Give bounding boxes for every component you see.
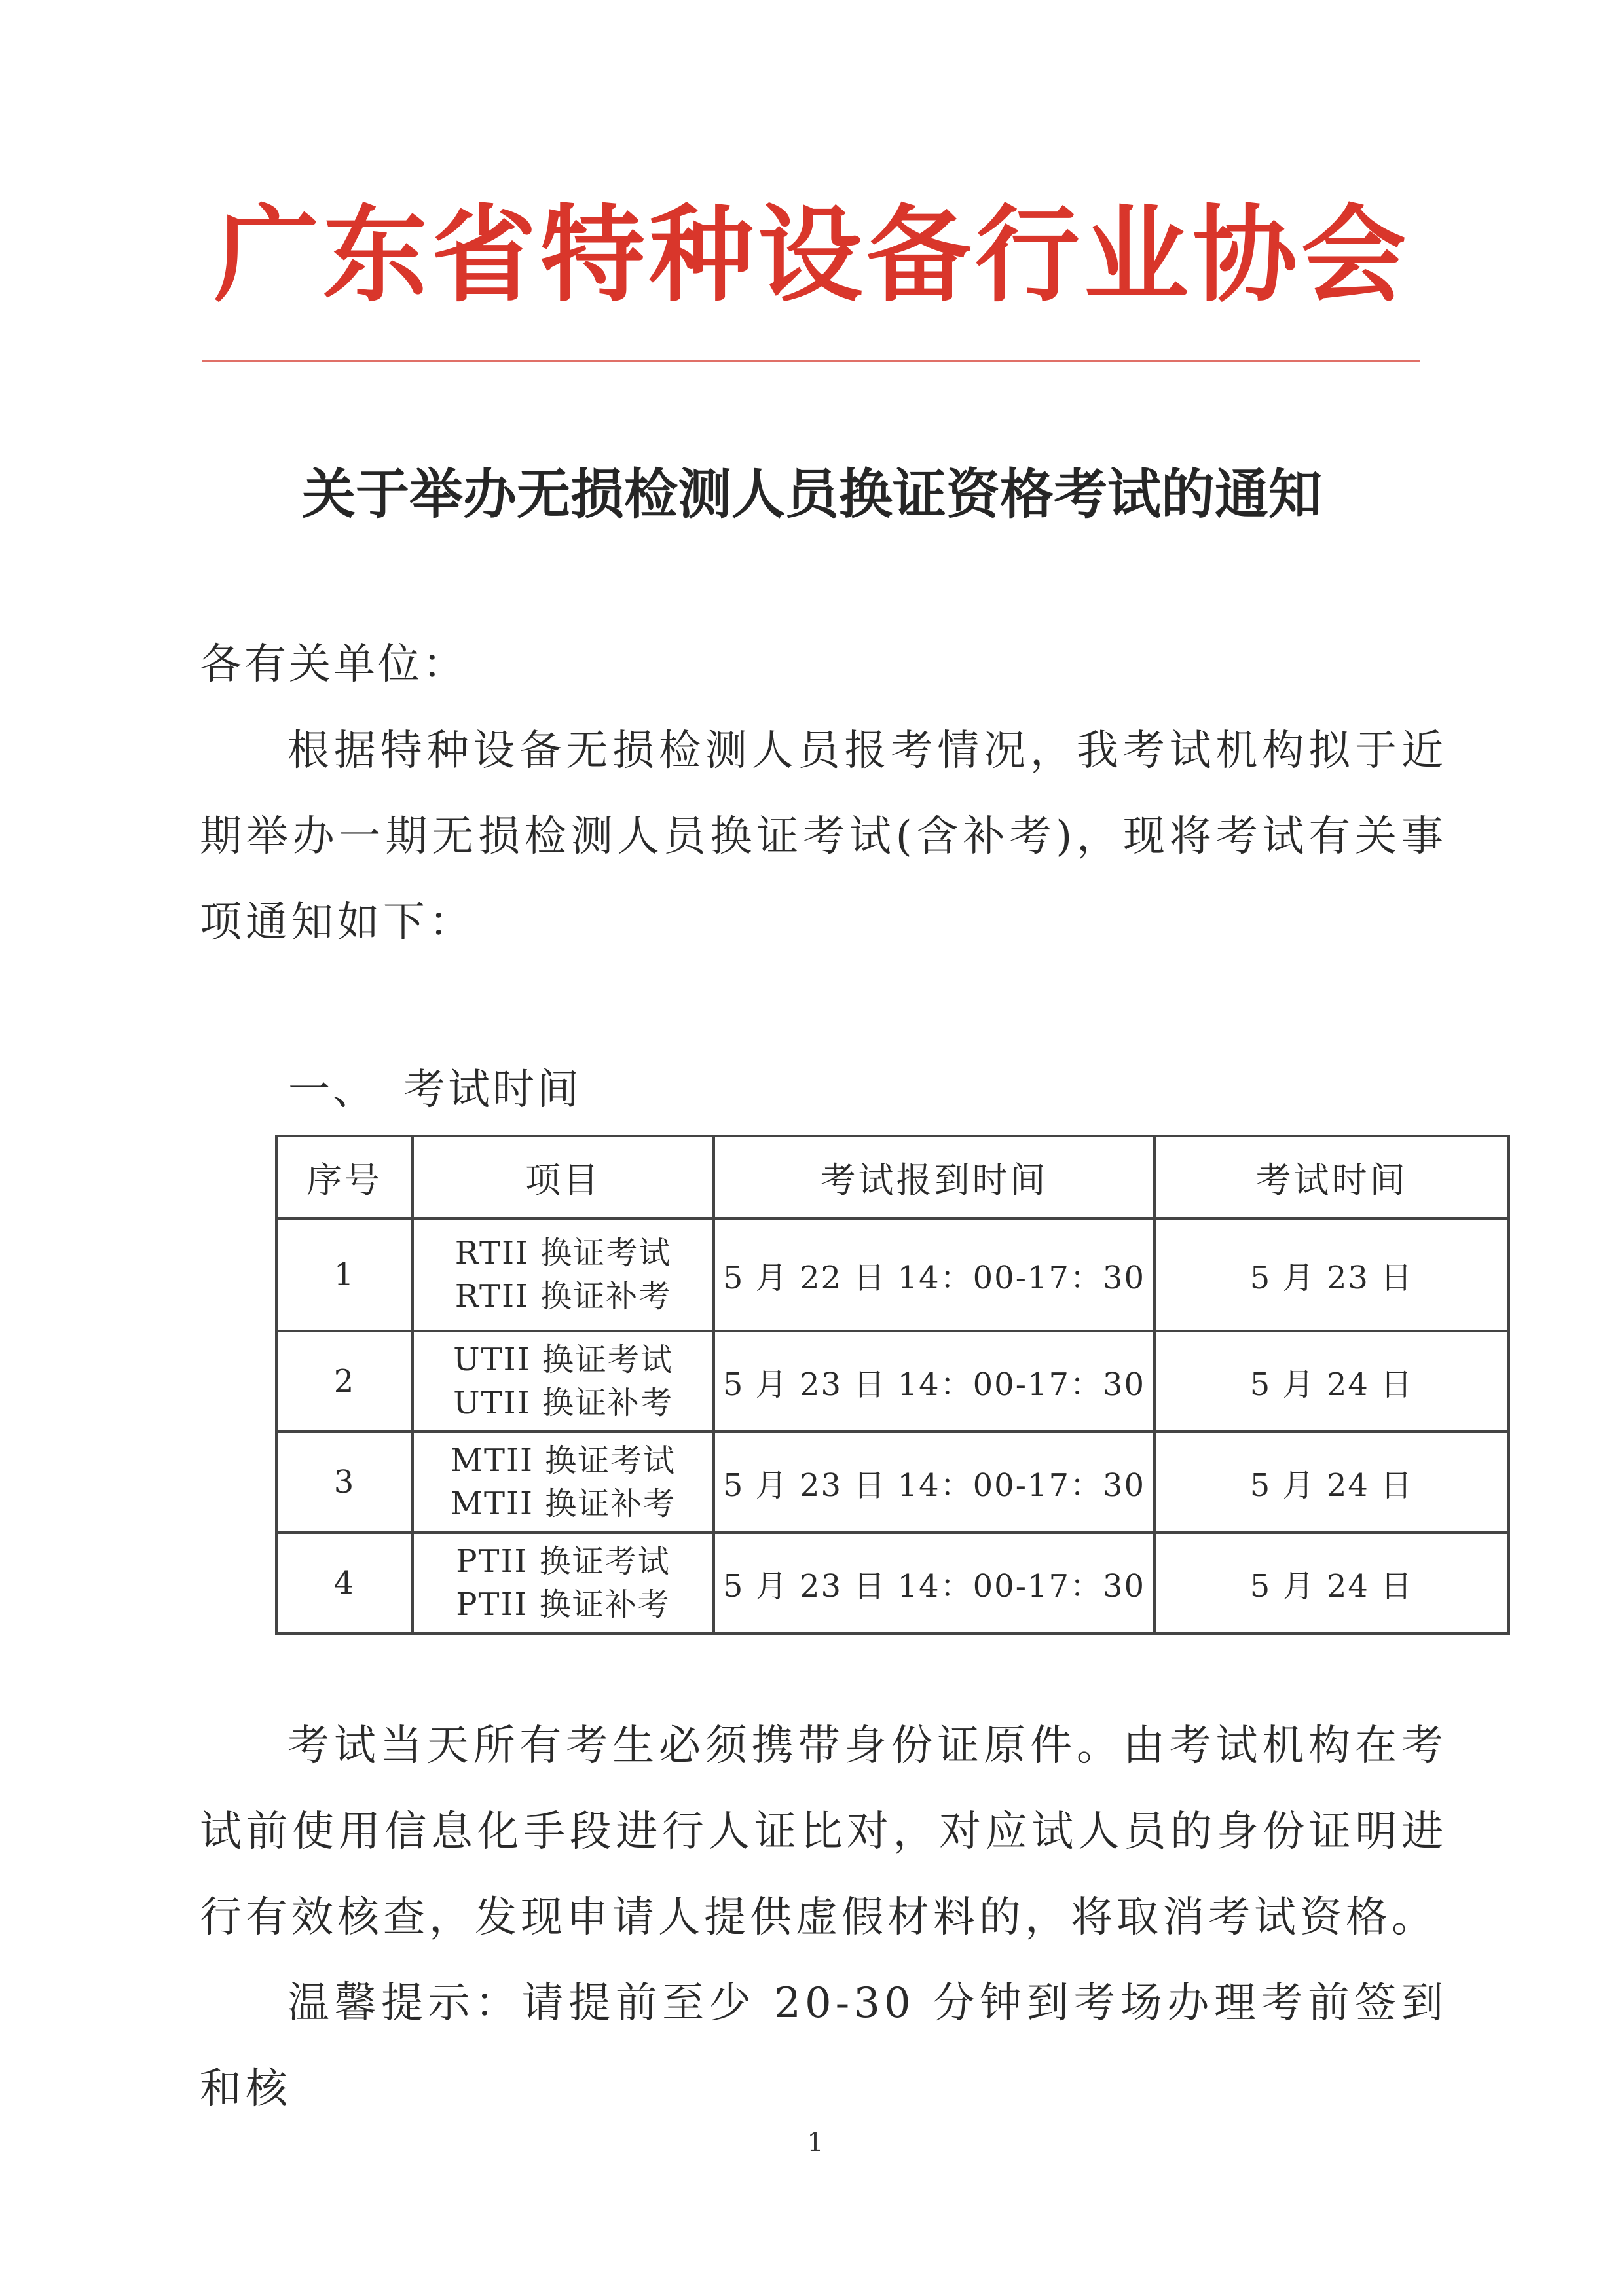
item-line: RTII 换证考试 xyxy=(454,1235,672,1271)
column-header-item: 项目 xyxy=(413,1136,714,1218)
letterhead-divider xyxy=(202,360,1420,362)
item-line: PTII 换证考试 xyxy=(456,1543,671,1580)
column-header-exam: 考试时间 xyxy=(1154,1136,1509,1218)
exam-schedule-table xyxy=(275,1135,1510,1635)
cell-checkin: 5 月 23 日 14：00-17：30 xyxy=(714,1432,1154,1533)
cell-no: 1 xyxy=(276,1218,413,1331)
column-header-checkin: 考试报到时间 xyxy=(714,1136,1154,1218)
cell-item xyxy=(413,1533,714,1633)
organization-letterhead: 广东省特种设备行业协会 xyxy=(213,194,1410,316)
cell-checkin: 5 月 23 日 14：00-17：30 xyxy=(714,1533,1154,1633)
cell-item xyxy=(413,1218,714,1331)
item-line: UTII 换证考试 xyxy=(453,1341,673,1378)
item-line: RTII 换证补考 xyxy=(454,1278,672,1315)
cell-no: 3 xyxy=(276,1432,413,1533)
table-row xyxy=(276,1432,1509,1533)
cell-checkin: 5 月 23 日 14：00-17：30 xyxy=(714,1331,1154,1432)
section-number: 一、 xyxy=(288,1066,377,1114)
column-header-no: 序号 xyxy=(276,1136,413,1218)
item-line: UTII 换证补考 xyxy=(453,1385,673,1421)
cell-exam: 5 月 23 日 xyxy=(1154,1218,1509,1331)
cell-no: 4 xyxy=(276,1533,413,1633)
item-line: PTII 换证补考 xyxy=(456,1586,671,1623)
page-number: 1 xyxy=(807,2128,824,2158)
table-header-row xyxy=(276,1136,1509,1218)
tip-paragraph: 温馨提示：请提前至少 20-30 分钟到考场办理考前签到和核 xyxy=(200,1979,1447,2113)
cell-exam: 5 月 24 日 xyxy=(1154,1432,1509,1533)
cell-checkin: 5 月 22 日 14：00-17：30 xyxy=(714,1218,1154,1331)
salutation: 各有关单位： xyxy=(200,640,467,689)
id-notice-paragraph: 考试当天所有考生必须携带身份证原件。由考试机构在考试前使用信息化手段进行人证比对，对应试人员的身份证明进行有效核查，发现申请人提供虚假材料的，将取消考试资格。 xyxy=(200,1722,1447,1942)
section-title: 考试时间 xyxy=(403,1066,581,1114)
cell-exam: 5 月 24 日 xyxy=(1154,1331,1509,1432)
table-row xyxy=(276,1331,1509,1432)
item-line: MTII 换证考试 xyxy=(450,1442,676,1479)
item-line: MTII 换证补考 xyxy=(450,1485,676,1522)
cell-exam: 5 月 24 日 xyxy=(1154,1533,1509,1633)
section-heading-exam-time xyxy=(288,1061,581,1120)
cell-item xyxy=(413,1331,714,1432)
cell-no: 2 xyxy=(276,1331,413,1432)
table-row xyxy=(276,1533,1509,1633)
table-row xyxy=(276,1218,1509,1331)
cell-item xyxy=(413,1432,714,1533)
notice-title: 关于举办无损检测人员换证资格考试的通知 xyxy=(301,463,1322,526)
intro-paragraph: 根据特种设备无损检测人员报考情况，我考试机构拟于近期举办一期无损检测人员换证考试(含补考)，现将考试有关事项通知如下： xyxy=(200,727,1447,947)
